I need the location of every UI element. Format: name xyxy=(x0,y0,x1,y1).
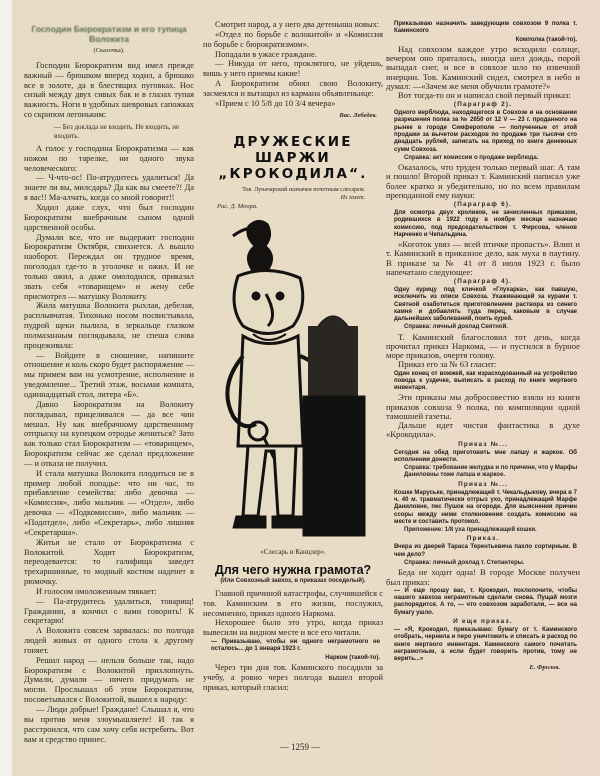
order-reference: Справка: личный доклад Святной. xyxy=(404,324,508,331)
order: Кошке Маруське, принадлежащей т. Чекальдыкову, вчера в 7 ч. 40 м. травматически отгрыз ухо, принадлежащий Марфе Даниловне, пес Пушок на огороде. Для выяснения причин ссоры между ними столкновения создать комиссию на месте и составить протокол. xyxy=(394,489,577,525)
order: Сегодня на обед приготовить мне лапшу и жаркое. Об исполнении донести. xyxy=(394,449,577,463)
paragraph: Эти приказы мы добросовестно взяли из книги приказов совхоза 9 полка, по компиляции одной тамошней газеты. xyxy=(386,392,580,421)
paragraph: — Па-атрудитесь удалиться, товарищ! Гражданин, я кончил с вами говорить! К секретарю! xyxy=(24,596,194,626)
paragraph: Думали все, что не выдержит господин Бюрократизм Октября, свихнется. А вышло наоборот. Переждал он трудное время, поголодал где-то в уголочке и ожил. И не только ожил, а даже омолодился, приказал звать себя «товарищем» и жену себе присмотрел — матушку Волокиту. xyxy=(24,232,194,301)
paragraph: Нехорошее было это утро, когда приказ вывесили на видном месте и все его читали. xyxy=(203,618,383,638)
paragraph: — Люди добрые! Граждане! Слышал я, что вы против меня злоумышляете! И так я расстроился, что сам хочу себя истребить. Вот вам и средство принес. xyxy=(24,705,194,744)
paragraph: И стала матушка Волокита плодиться не в пример любой попадье: что ни час, то прибавление семейства: либо девочка — «Комиссия», либо мальчик — «Отдел», либо девочка — «Подкомиссия», либо мальчик — «Подотдел», либо «Секретарь», либо лишняя «Секретарша». xyxy=(24,468,194,537)
order: — И еще прошу вас, т. Крокодил, похлопочите, чтобы нашего завхоза неграмотным сделали снова. Пущай мозги распорядится. А то, — что совхозом заработали, — все на бумагу ушло. xyxy=(394,587,577,616)
paragraph-heading: (Параграф 6). xyxy=(453,201,513,208)
paragraph-heading: (Параграф 2). xyxy=(453,101,513,109)
paragraph: А голос у господина Бюрократизма — как ножом по тарелке, ни одного звука человеческого: xyxy=(24,143,194,173)
order: Вчера из дверей Тараса Терентьевича пахло сортирным. В чем дело? xyxy=(394,544,577,558)
paragraph: Вот тогда-то он и написал свой первый приказ: xyxy=(398,89,571,100)
paragraph: Ходил даже слух, что был господин Бюрократизм внебрачным сыном одной царственной особы. xyxy=(24,202,194,232)
article-title: Для чего нужна грамота? xyxy=(214,563,372,578)
article-subtitle: (Или Совхозный завхоз, в приказах поседелый). xyxy=(220,577,366,584)
story-title: Господин Бюрократизм и его тупица Волокита xyxy=(31,24,187,44)
paragraph: Через три дня тов. Каминского посадили за учебу, а ровно через полгода вышел второй приказ, который гласил: xyxy=(203,662,383,692)
order-reference: Справка: требование желудка и по причине, что у Марфы Даниловны тоже лапша и жаркое. xyxy=(404,465,578,479)
paragraph: А Волокита совсем зарвалась: по полгода людей живых от одного стола к другому гоняет. xyxy=(24,626,194,655)
order: — «Я, Крокодил, приказываю: бумагу от т. Каминского отобрать, чернила и перо уничтожить и списать в расход по книге мертвого инвентаря. Каминского самого почитать неграмотным, а если будет говорить против, тому не верить...» xyxy=(394,626,577,663)
order-signature: Нарком (такой-то). xyxy=(325,654,380,661)
quote: — Без доклада не входить. Не входить, не входить. xyxy=(54,122,180,140)
paragraph: Господин Бюрократизм вид имел прежде важный — брюшком вперед ходил, а брюшко все в золоте, да в блестящих пуговках. Нос сизый между двух сивых бак и в глазах тупая важность. Ноги в удобных шевровых сапожках со скрипом легоньким: xyxy=(24,60,194,120)
right-column xyxy=(386,20,580,760)
paragraph: И голосом омоложенным тявкает: xyxy=(36,586,157,596)
order-heading: Приказ №... xyxy=(458,440,508,448)
illustration-caption: «Слесарь и Канцлер». xyxy=(260,548,326,557)
paragraph: Дальше идет чистая фантастика в духе «Крокодила». xyxy=(386,420,580,440)
cartoon-heading-line: „КРОКОДИЛА“. xyxy=(218,166,368,183)
signature: Вас. Лебедев. xyxy=(339,111,377,119)
order: Для осмотра двух кроликов, не зачисленных приказом, родившихся в 1922 году в ноябре месяце назначаю комиссию, под председательством т. Фирсова, членов Нарченко и Чепальдина. xyxy=(394,210,577,238)
cartoon-note: Тов. Луначарский назначен почетным слесарем. xyxy=(242,187,365,194)
paragraph: Т. Каминский благословил тот день, когда прочитал приказ Наркома, — и пустился в бурное море приказов, очертя голову. xyxy=(386,331,580,361)
paragraph: Давно Бюрократизм на Волокиту поглядывал, прицеливался — да все чин мешал. Ну как внебрачному царственному отпрыску на купецком отродье жениться? Зато как только стал Бюрократизм — «товарищем», Бюрократизм сейчас же сделал предложение — и отказа не получил. xyxy=(24,399,194,468)
order: Одного верблюда, находящегося в Совхозе и на основании разрешения полка за № 2650 от 12 V — 23 г. проданного на рынке в городе Симферополе — полученные от этой продажи за вычетом расходов по продаже три тысячи сто двадцать рублей, записать на приход по книге денежных сумм Совхоза. xyxy=(394,110,577,153)
middle-column xyxy=(203,20,383,765)
paragraph: Над совхозом каждое утро всходило солнце, вечером оно пряталось, иногда шел дождь, порой выпадал снег, и все в совхозе шло по извечной инерции. Тов. Каминский сидел, смотрел в небо и думал: —«Зачем же меня обучили грамоте?» xyxy=(386,43,580,91)
paragraph: — Войдите в сношение, напишите отношение и коль скоро будет распоряжение — мы примем вам на усмотрение, исполнение и уведомление... Третий этаж, восьмая комната, одиннадцатый стол, литера «Б». xyxy=(24,350,194,399)
paragraph: Беда не ходит одна! В городе Москве получен был приказ: xyxy=(386,567,580,587)
paragraph: Решил народ — нельзя больше так, надо Бюрократизм с Волокитой прихлопнуть. Думали, думали — ничего придумать не могли. Прослышал об этом Бюрократизм, посоветывался с Волокитой, вышел к народу: xyxy=(24,655,194,705)
paragraph: «Прием с 10 5/8 до 10 3/4 вечера» xyxy=(215,98,336,108)
order-heading: Приказ. xyxy=(466,535,500,543)
order-reference: Приложение: 1/8 уха принадлежащей кошки. xyxy=(404,527,537,534)
paragraph-heading: (Параграф 4). xyxy=(453,278,513,285)
order: Одну курицу под кличкой «Глухарка», как павшую, исключить из описи Совхоза. Ухаживающей за курами т. Святной озаботиться приготовлением раствора из синего камня и добавлять туда перец, каковым в случае дальнейших заболеваний, поить курей. xyxy=(394,287,577,323)
order-heading: И еще приказ. xyxy=(453,617,513,625)
paragraph: А Бюрократизм обнял свою Волокиту, засмеялся и вытащил из кармана объявленьице: xyxy=(203,79,383,98)
paragraph: «Коготок увяз — всей птичке пропасть». Влип и т. Каминский в приказное дело, как муха в паутину. В приказе за № 41 от 8 июля 1923 г. было напечатано следующее: xyxy=(386,239,580,277)
order-reference: Справка: акт комиссии о продаже верблюда. xyxy=(404,154,539,161)
cartoon-heading-line: ДРУЖЕСКИЕ ШАРЖИ xyxy=(233,134,353,167)
left-column xyxy=(24,24,194,744)
caricature-illustration xyxy=(208,216,378,546)
order: Приказываю назначить заведующим совхозом 9 полка т. Каминского xyxy=(394,21,577,35)
paragraph: Жила матушка Волокита рыхлая, дебелая, расплывчатая. Тихонько носом посвистывала, пудрой щеки пылила, в зеркальце глазком полмазанным поглядывала, не спеша слова процеживала: xyxy=(24,301,194,350)
artist-credit: Рис. Д. Моора. xyxy=(217,203,258,211)
order-reference: Справка: личный доклад т. Степантеры. xyxy=(404,560,525,567)
order-signature: Комполка (такой-то). xyxy=(515,36,577,43)
paragraph: Главной причиной катастрофы, случившейся с тов. Каминским в его жизни, послужил, несомненно, приказ одного Наркома. xyxy=(203,588,383,618)
order-quote: — Приказываю, чтобы ни одного неграмотного не осталось... до 1 января 1923 г. xyxy=(211,639,380,653)
paragraph: Оказалось, что труден только первый шаг. А там и пошло! Второй приказ т. Каминский написал уже более кратко и убедительно, но по всем правилам преподанной ему науки: xyxy=(386,162,580,200)
paragraph: Попадали в ужасе граждане. xyxy=(215,49,317,59)
paragraph: «Отдел по борьбе с волокитой» и «Комиссия по борьбе с бюрократизмом». xyxy=(203,29,383,49)
page-number: — 1259 — xyxy=(279,742,321,752)
paragraph: Житья не стало от Бюрократизма с Волокитой. Ходит Бюрократизм, переодевается: то галифища заведет трехаршинные, то модный костюм наденет в рюмочку. xyxy=(24,537,194,587)
paragraph: — Ч-что-ос! По-атрудитесь удалиться! Да знаете ли вы, милсдарь? Да как вы смеете?! Да я вас!! Ма-алчать, когда со мной говорят!! xyxy=(24,173,194,203)
paragraph: Смотрит народ, а у него два детеныша новых: xyxy=(215,20,380,29)
cartoon-note-source: Из газет. xyxy=(340,194,365,201)
story-subtitle: (Сказочка). xyxy=(93,47,125,54)
order: Один конец от вожжей, как израсходованный на устройство повода к уздечке, выписать в расход по книге мертвого инвентаря. xyxy=(394,370,577,392)
paragraph: Приказ его за № 63 гласит: xyxy=(398,359,497,370)
cartoon-heading xyxy=(203,134,383,182)
order-heading: Приказ №... xyxy=(458,480,508,488)
paragraph: — Никуда от него, проклятого, не уйдешь, вишь у него приемы какие! xyxy=(203,59,383,79)
signature: Е. Фролов. xyxy=(529,664,560,672)
